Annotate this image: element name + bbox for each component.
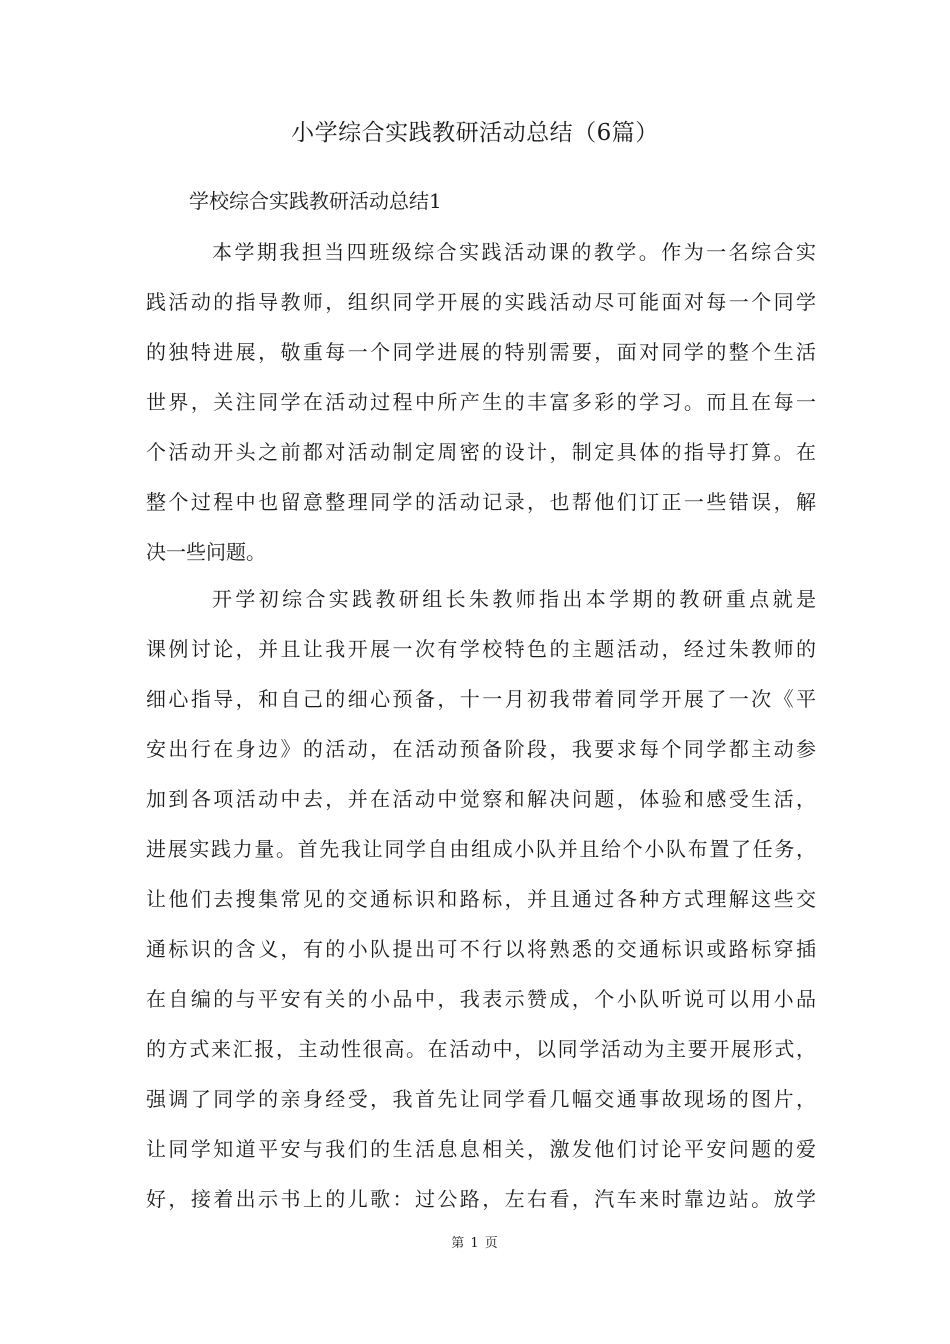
- paragraph-1-line: 的独特进展，敬重每一个同学进展的特别需要，面对同学的整个生活: [146, 340, 816, 364]
- paragraph-2-line: 课例讨论，并且让我开展一次有学校特色的主题活动，经过朱教师的: [146, 637, 816, 661]
- paragraph-2-line: 加到各项活动中去，并在活动中觉察和解决问题，体验和感受生活，: [146, 787, 816, 811]
- paragraph-1-line: 践活动的指导教师，组织同学开展的实践活动尽可能面对每一个同学: [146, 290, 816, 314]
- paragraph-2-line: 强调了同学的亲身经受，我首先让同学看几幅交通事故现场的图片，: [146, 1087, 816, 1111]
- paragraph-2-line: 在自编的与平安有关的小品中，我表示赞成，个小队听说可以用小品: [146, 987, 816, 1011]
- paragraph-1-line: 世界，关注同学在活动过程中所产生的丰富多彩的学习。而且在每一: [146, 390, 816, 414]
- paragraph-2-line: 好，接着出示书上的儿歌：过公路，左右看，汽车来时靠边站。放学: [146, 1187, 816, 1211]
- paragraph-2-line: 开学初综合实践教研组长朱教师指出本学期的教研重点就是: [212, 587, 816, 611]
- paragraph-2-line: 安出行在身边》的活动，在活动预备阶段，我要求每个同学都主动参: [146, 737, 816, 761]
- paragraph-2-line: 让他们去搜集常见的交通标识和路标，并且通过各种方式理解这些交: [146, 887, 816, 911]
- page-number: 第 1 页: [451, 1236, 499, 1251]
- paragraph-2-line: 细心指导，和自己的细心预备，十一月初我带着同学开展了一次《平: [146, 687, 816, 711]
- paragraph-2-line: 让同学知道平安与我们的生活息息相关，激发他们讨论平安问题的爱: [146, 1137, 816, 1161]
- section-heading: 学校综合实践教研活动总结1: [189, 189, 442, 213]
- paragraph-2-line: 的方式来汇报，主动性很高。在活动中，以同学活动为主要开展形式，: [146, 1037, 816, 1061]
- paragraph-2-line: 进展实践力量。首先我让同学自由组成小队并且给个小队布置了任务，: [146, 837, 816, 861]
- paragraph-1-line: 个活动开头之前都对活动制定周密的设计，制定具体的指导打算。在: [146, 440, 816, 464]
- paragraph-1-line: 决一些问题。: [146, 540, 266, 564]
- document-title: 小学综合实践教研活动总结（6篇）: [291, 120, 659, 146]
- paragraph-1-line: 整个过程中也留意整理同学的活动记录，也帮他们订正一些错误，解: [146, 490, 816, 514]
- paragraph-1-line: 本学期我担当四班级综合实践活动课的教学。作为一名综合实: [212, 240, 816, 264]
- paragraph-2-line: 通标识的含义，有的小队提出可不行以将熟悉的交通标识或路标穿插: [146, 937, 816, 961]
